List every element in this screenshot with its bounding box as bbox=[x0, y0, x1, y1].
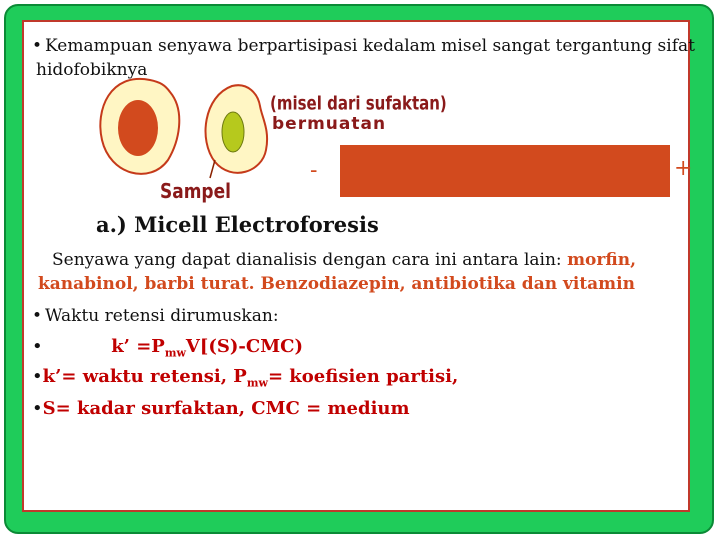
micelle-left-icon bbox=[100, 79, 179, 174]
def-k-lead: k’= waktu retensi, P bbox=[42, 366, 247, 387]
formula-tail: V[(S)-CMC) bbox=[185, 336, 304, 357]
formula-sub: mw bbox=[164, 346, 186, 360]
electrophoresis-bar bbox=[340, 145, 670, 197]
intro-line-1: • Kemampuan senyawa berpartisipasi kedalam misel sangat tergantung sifat bbox=[32, 36, 695, 56]
def-s-text: S= kadar surfaktan, CMC = medium bbox=[42, 398, 410, 419]
sample-arrow-icon bbox=[210, 160, 215, 178]
formula-bullet: • bbox=[32, 336, 43, 357]
retention-label: • Waktu retensi dirumuskan: bbox=[32, 306, 279, 326]
analysis-line-2: kanabinol, barbi turat. Benzodiazepin, antibiotika dan vitamin bbox=[38, 274, 635, 294]
def-s-bullet: • bbox=[32, 398, 43, 419]
def-k-tail: = koefisien partisi, bbox=[267, 366, 459, 387]
minus-sign: - bbox=[310, 158, 318, 183]
def-k-bullet: • bbox=[32, 366, 43, 387]
analysis-line-1-text: Senyawa yang dapat dianalisis dengan cara ini antara lain: bbox=[52, 250, 562, 270]
plus-sign: + bbox=[674, 156, 693, 181]
analysis-line-1 bbox=[52, 250, 636, 270]
formula-lead: k’ =P bbox=[111, 336, 165, 357]
formula-line bbox=[32, 336, 303, 360]
analysis-line-1-bold: morfin, bbox=[567, 250, 636, 270]
intro-line-2: hidofobiknya bbox=[36, 60, 148, 80]
def-k-sub: mw bbox=[246, 376, 268, 390]
sample-label: Sampel bbox=[160, 180, 231, 204]
definition-k bbox=[32, 366, 458, 390]
micelle-label: (misel dari sufaktan) bbox=[270, 92, 447, 115]
micelle-right-icon bbox=[206, 85, 268, 173]
charged-label: bermuatan bbox=[272, 114, 387, 134]
definition-s bbox=[32, 398, 410, 419]
section-heading: a.) Micell Electroforesis bbox=[96, 212, 379, 237]
